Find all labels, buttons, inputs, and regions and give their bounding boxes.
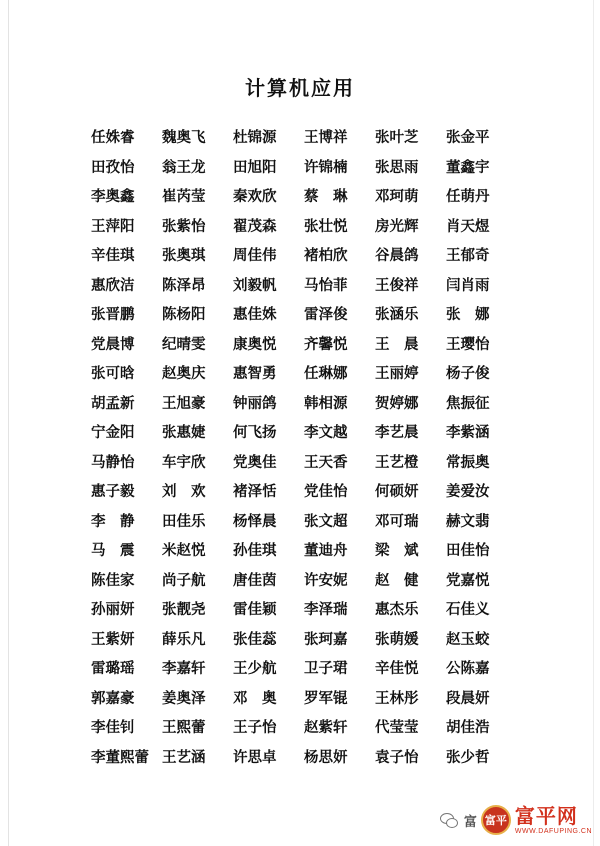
name-cell: 崔芮莹	[162, 189, 206, 205]
name-cell: 任琳娜	[304, 366, 348, 382]
name-cell: 王少航	[233, 661, 277, 677]
name-cell: 杜锦源	[233, 130, 277, 146]
name-cell: 秦欢欣	[233, 189, 277, 205]
name-cell: 任姝睿	[91, 130, 135, 146]
page-edge-left	[8, 0, 9, 846]
name-cell: 张 娜	[446, 307, 490, 323]
name-cell: 尚子航	[162, 572, 206, 589]
name-cell: 褚泽恬	[233, 484, 277, 500]
name-cell: 雷泽俊	[304, 307, 348, 323]
name-cell: 张叶芝	[375, 130, 419, 146]
name-cell: 邓珂萌	[375, 189, 419, 205]
name-cell: 段晨妍	[446, 690, 490, 707]
name-cell: 赫文翡	[446, 513, 490, 530]
name-cell: 惠佳姝	[233, 307, 277, 323]
name-cell: 董迪舟	[304, 543, 348, 559]
site-brand-url: WWW.DAFUPING.CN	[514, 827, 592, 835]
name-cell: 贺婷娜	[375, 395, 419, 412]
name-cell: 刘毅帆	[233, 277, 277, 294]
wechat-icon	[440, 813, 458, 827]
name-cell: 焦振征	[446, 395, 490, 412]
name-cell: 张萌媛	[375, 631, 419, 648]
name-cell: 雷璐瑶	[91, 661, 135, 677]
page-edge-right	[593, 0, 594, 846]
watermark	[440, 802, 592, 838]
name-cell: 褚柏欣	[304, 248, 348, 264]
name-cell: 李文越	[304, 425, 348, 441]
name-cell: 李董熙蕾	[91, 749, 149, 766]
name-cell: 李 静	[91, 513, 135, 530]
name-cell: 任萌丹	[446, 189, 490, 205]
name-cell: 陈泽昂	[162, 277, 206, 294]
name-cell: 张紫怡	[162, 218, 206, 235]
name-cell: 赵奥庆	[162, 366, 206, 382]
name-cell: 陈杨阳	[162, 307, 206, 323]
name-cell: 许安妮	[304, 572, 348, 589]
name-cell: 田佳怡	[446, 543, 490, 559]
name-cell: 邓可瑞	[375, 513, 419, 530]
name-cell: 李嘉轩	[162, 661, 206, 677]
name-cell: 常振奥	[446, 454, 490, 471]
name-cell: 王林彤	[375, 690, 419, 707]
name-cell: 魏奥飞	[162, 130, 206, 146]
name-cell: 王熙蕾	[162, 720, 206, 736]
name-cell: 王璎怡	[446, 336, 490, 353]
name-cell: 王艺橙	[375, 454, 419, 471]
name-cell: 纪晴雯	[162, 336, 206, 353]
name-grid	[91, 124, 506, 773]
name-cell: 张惠婕	[162, 425, 206, 441]
name-cell: 康奥悦	[233, 336, 277, 353]
name-cell: 张文超	[304, 513, 348, 530]
name-cell: 李紫涵	[446, 425, 490, 441]
name-cell: 田孜怡	[91, 159, 135, 176]
name-cell: 张可晗	[91, 366, 135, 382]
name-cell: 张珂嘉	[304, 631, 348, 648]
name-cell: 赵玉蛟	[446, 631, 490, 648]
name-cell: 雷佳颖	[233, 602, 277, 618]
name-cell: 米赵悦	[162, 543, 206, 559]
name-cell: 翟茂森	[233, 218, 277, 235]
name-cell: 何硕妍	[375, 484, 419, 500]
name-cell: 辛佳琪	[91, 248, 135, 264]
name-cell: 郭嘉豪	[91, 690, 135, 707]
name-cell: 张少哲	[446, 749, 490, 766]
name-cell: 李艺晨	[375, 425, 419, 441]
name-cell: 李泽瑞	[304, 602, 348, 618]
name-cell: 王艺涵	[162, 749, 206, 766]
name-cell: 姜爱汝	[446, 484, 490, 500]
name-cell: 王博祥	[304, 130, 348, 146]
name-cell: 惠杰乐	[375, 602, 419, 618]
name-cell: 党奥佳	[233, 454, 277, 471]
name-cell: 许锦楠	[304, 159, 348, 176]
name-cell: 房光辉	[375, 218, 419, 235]
name-cell: 何飞扬	[233, 425, 277, 441]
name-cell: 谷晨鸽	[375, 248, 419, 264]
name-cell: 杨子俊	[446, 366, 490, 382]
name-cell: 张涵乐	[375, 307, 419, 323]
name-cell: 党晨博	[91, 336, 135, 353]
name-cell: 张思雨	[375, 159, 419, 176]
name-cell: 唐佳茵	[233, 572, 277, 589]
site-brand	[515, 805, 592, 836]
name-cell: 翁王龙	[162, 159, 206, 176]
name-cell: 袁子怡	[375, 749, 419, 766]
name-cell: 惠智勇	[233, 366, 277, 382]
watermark-partial-text: 富	[463, 814, 477, 830]
name-cell: 王俊祥	[375, 277, 419, 294]
name-cell: 陈佳家	[91, 572, 135, 589]
name-cell: 田佳乐	[162, 513, 206, 530]
name-cell: 杨思妍	[304, 749, 348, 766]
name-cell: 邓 奥	[233, 690, 277, 707]
name-cell: 许思卓	[233, 749, 277, 766]
name-cell: 孙丽妍	[91, 602, 135, 618]
name-cell: 李佳钊	[91, 720, 135, 736]
name-cell: 代莹莹	[375, 720, 419, 736]
name-cell: 王郁奇	[446, 248, 490, 264]
name-cell: 张奥琪	[162, 248, 206, 264]
name-cell: 惠子毅	[91, 484, 135, 500]
name-cell: 王子怡	[233, 720, 277, 736]
document-title: 计算机应用	[245, 76, 355, 100]
site-logo-icon: 富平	[481, 805, 511, 835]
name-cell: 张晋鹏	[91, 307, 135, 323]
name-cell: 蔡 琳	[304, 189, 348, 205]
name-cell: 胡孟新	[91, 395, 135, 412]
name-cell: 张靓尧	[162, 602, 206, 618]
name-cell: 王天香	[304, 454, 348, 471]
site-brand-name: 富平网	[514, 803, 578, 828]
name-cell: 姜奥泽	[162, 690, 206, 707]
name-cell: 李奥鑫	[91, 189, 135, 205]
name-cell: 马怡菲	[304, 277, 348, 294]
name-cell: 张壮悦	[304, 218, 348, 235]
name-cell: 马 震	[91, 543, 135, 559]
name-cell: 钟丽鸽	[233, 395, 277, 412]
name-cell: 薛乐凡	[162, 631, 206, 648]
name-cell: 罗军锟	[304, 690, 348, 707]
name-cell: 王旭豪	[162, 395, 206, 412]
name-cell: 公陈嘉	[446, 661, 490, 677]
name-cell: 石佳义	[446, 602, 490, 618]
name-cell: 杨怿晨	[233, 513, 277, 530]
name-cell: 梁 斌	[375, 543, 419, 559]
name-cell: 党佳怡	[304, 484, 348, 500]
name-cell: 宁金阳	[91, 425, 135, 441]
name-cell: 胡佳浩	[446, 720, 490, 736]
name-cell: 孙佳琪	[233, 543, 277, 559]
name-cell: 王丽婷	[375, 366, 419, 382]
name-cell: 韩相源	[304, 395, 348, 412]
name-cell: 马静怡	[91, 454, 135, 471]
name-cell: 肖天煜	[446, 218, 490, 235]
name-cell: 董鑫宇	[446, 159, 490, 176]
name-cell: 王紫妍	[91, 631, 135, 648]
name-cell: 张金平	[446, 130, 490, 146]
name-cell: 王 晨	[375, 336, 419, 353]
name-cell: 赵 健	[375, 572, 419, 589]
name-cell: 赵紫轩	[304, 720, 348, 736]
name-cell: 党嘉悦	[446, 572, 490, 589]
name-cell: 田旭阳	[233, 159, 277, 176]
name-cell: 惠欣洁	[91, 277, 135, 294]
name-cell: 闫肖雨	[446, 277, 490, 294]
name-cell: 车宇欣	[162, 454, 206, 471]
name-cell: 卫子珺	[304, 661, 348, 677]
name-cell: 齐馨悦	[304, 336, 348, 353]
name-cell: 王萍阳	[91, 218, 135, 235]
name-cell: 张佳蕊	[233, 631, 277, 648]
name-cell: 辛佳悦	[375, 661, 419, 677]
name-cell: 刘 欢	[162, 484, 206, 500]
name-cell: 周佳伟	[233, 248, 277, 264]
